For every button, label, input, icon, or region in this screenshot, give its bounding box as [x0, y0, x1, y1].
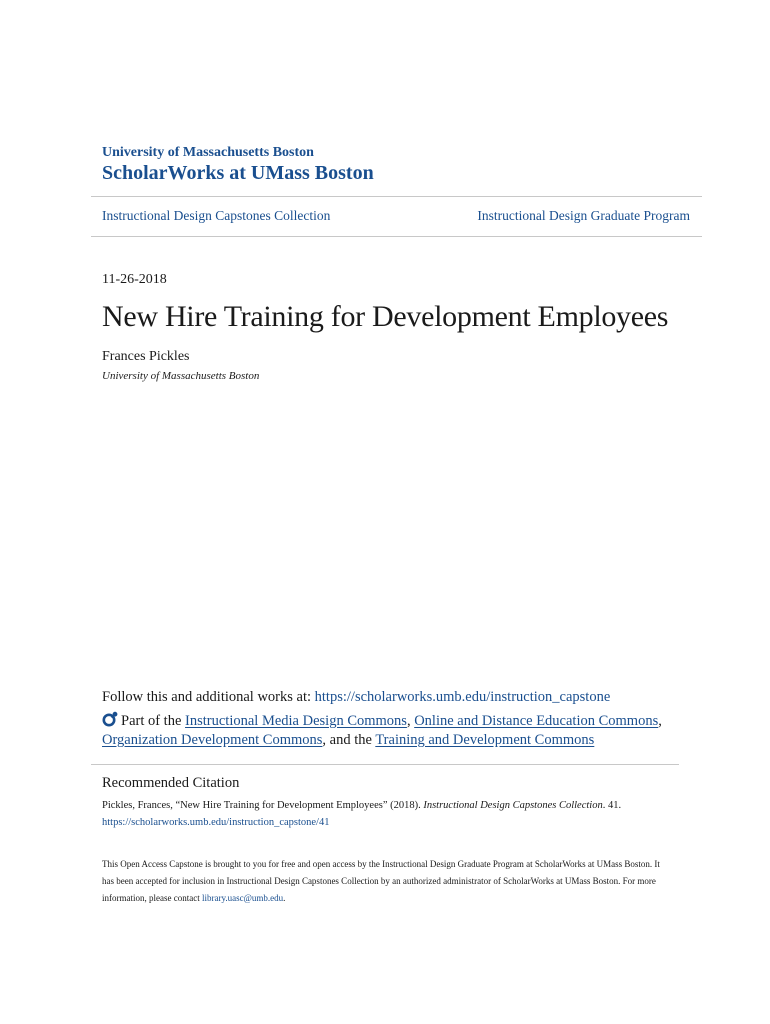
- part-of-prefix: Part of the: [121, 713, 182, 729]
- open-access-notice: [102, 856, 662, 907]
- recommended-citation-heading: Recommended Citation: [102, 775, 240, 791]
- divider: [91, 764, 679, 765]
- citation-text: Pickles, Frances, “New Hire Training for Development Employees” (2018).: [102, 800, 421, 811]
- university-name[interactable]: University of Massachusetts Boston: [102, 145, 314, 160]
- commons-link-organization-development[interactable]: Organization Development Commons: [102, 732, 323, 748]
- divider: [91, 196, 702, 197]
- part-of-commons: [102, 711, 662, 750]
- collection-link[interactable]: Instructional Design Capstones Collection: [102, 208, 331, 223]
- citation-block: [102, 797, 642, 831]
- separator: ,: [406, 713, 411, 729]
- follow-line: [102, 689, 610, 706]
- program-link[interactable]: Instructional Design Graduate Program: [477, 208, 690, 223]
- author-name: Frances Pickles: [102, 349, 190, 364]
- commons-link-instructional-media[interactable]: Instructional Media Design Commons: [185, 713, 407, 729]
- notice-text: This Open Access Capstone is brought to you for free and open access by the Instructional Design Graduate Program at ScholarWorks at UMass Boston. It has been accepted for inclusion in Instructional Design Capstones Collection by an authorized administrator of ScholarWorks at UMass Boston. For more information, please contact: [102, 859, 660, 903]
- network-commons-icon: [102, 711, 118, 727]
- commons-link-training-development[interactable]: Training and Development Commons: [375, 732, 595, 748]
- citation-number: . 41.: [602, 800, 622, 811]
- commons-link-online-distance[interactable]: Online and Distance Education Commons: [414, 713, 659, 729]
- citation-series: Instructional Design Capstones Collection: [423, 800, 603, 811]
- document-title: New Hire Training for Development Employees: [102, 300, 669, 333]
- publication-date: 11-26-2018: [102, 272, 167, 287]
- citation-url-link[interactable]: https://scholarworks.umb.edu/instruction_capstone/41: [102, 817, 330, 828]
- follow-url-link[interactable]: https://scholarworks.umb.edu/instruction_capstone: [314, 689, 611, 705]
- divider: [91, 236, 702, 237]
- and-the-text: , and the: [322, 732, 372, 748]
- follow-label: Follow this and additional works at:: [102, 689, 312, 705]
- notice-end: .: [283, 893, 286, 903]
- author-affiliation: University of Massachusetts Boston: [102, 370, 260, 382]
- separator: ,: [658, 713, 662, 729]
- repository-title[interactable]: ScholarWorks at UMass Boston: [102, 162, 374, 184]
- contact-email-link[interactable]: library.uasc@umb.edu: [201, 893, 284, 903]
